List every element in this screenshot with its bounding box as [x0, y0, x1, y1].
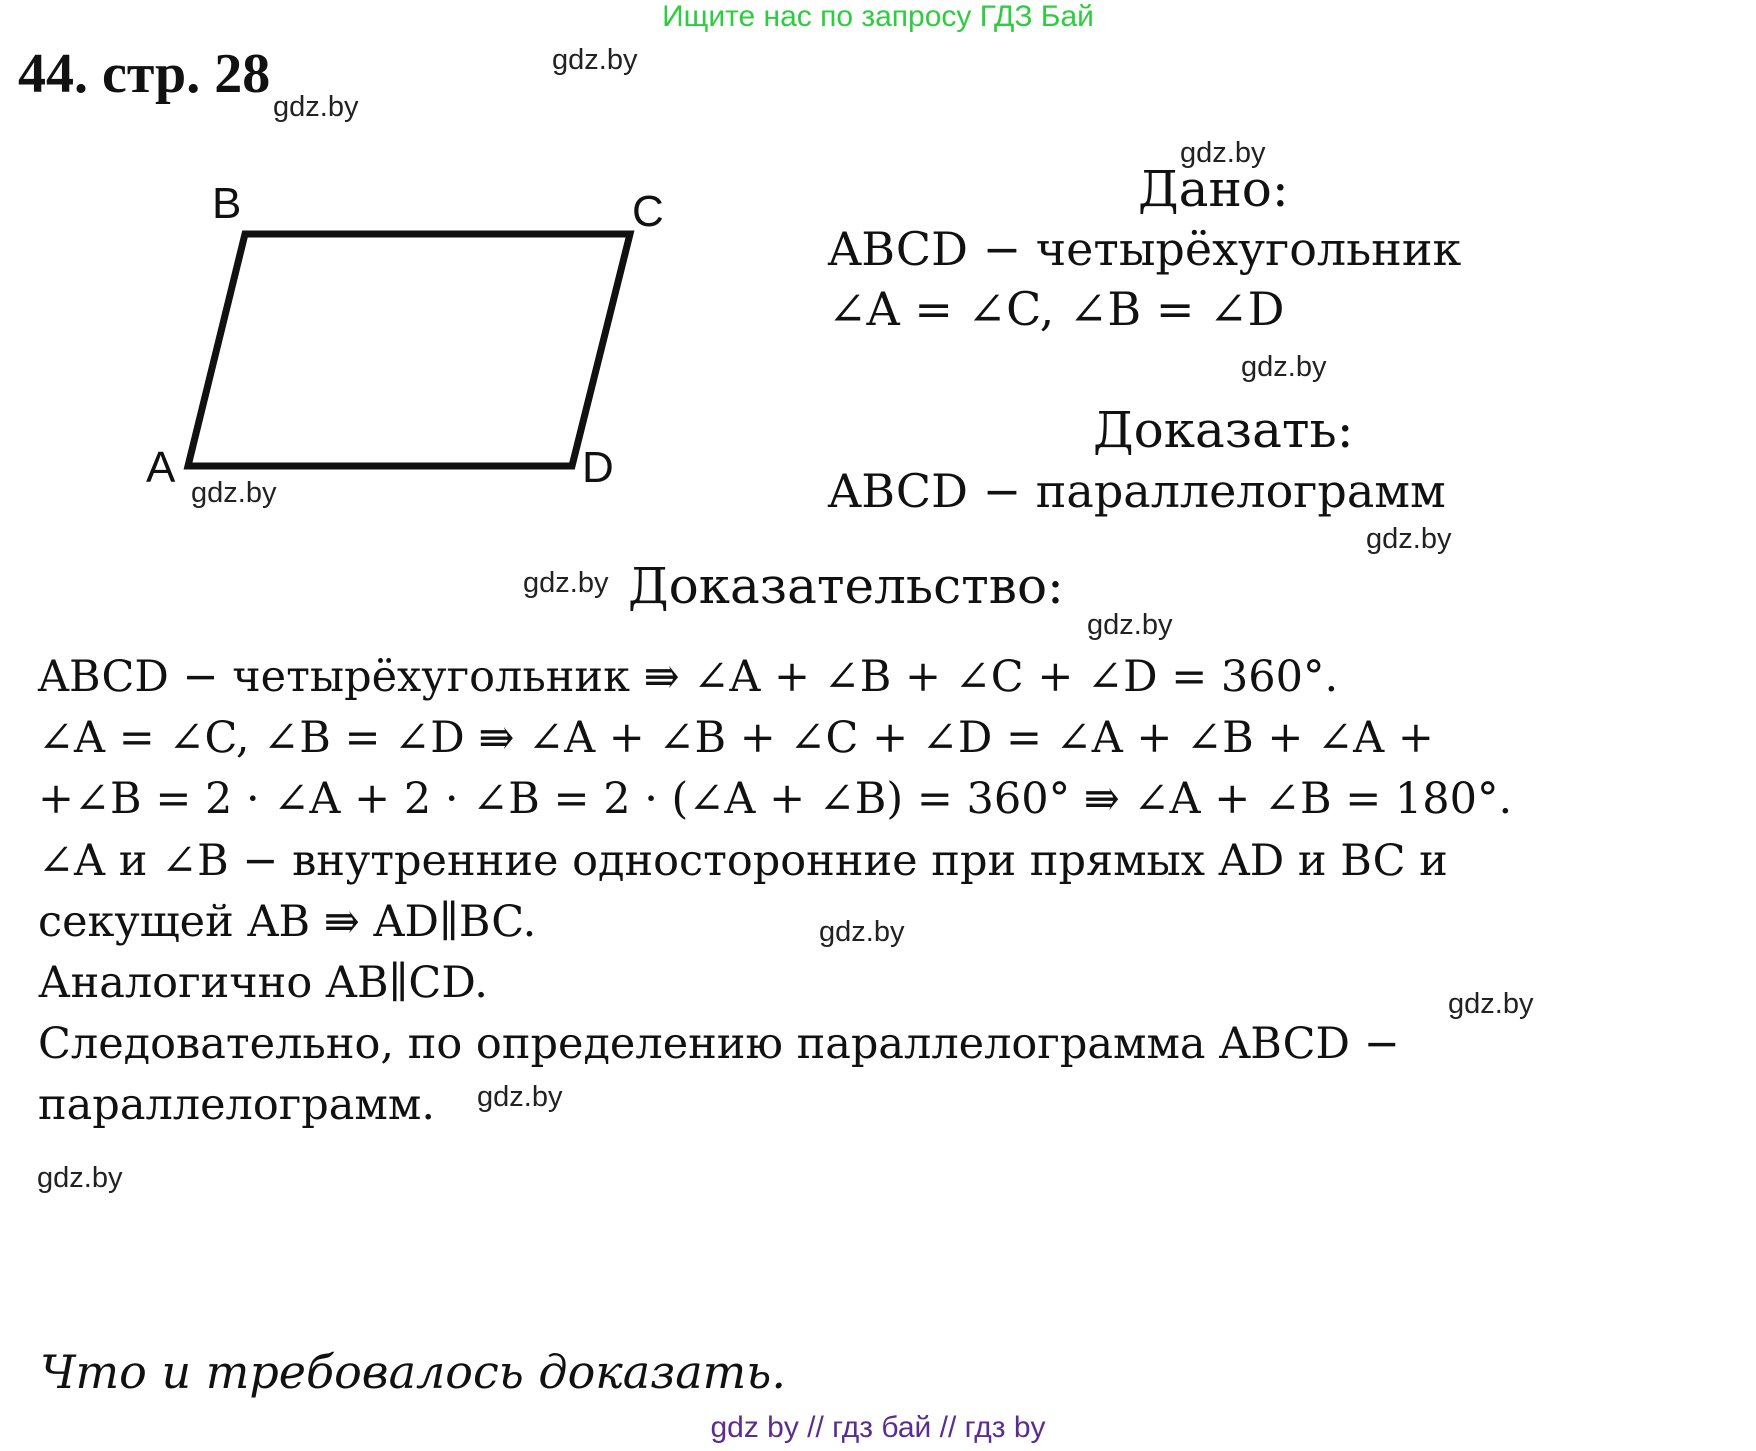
proof-line: параллелограмм.: [38, 1080, 435, 1130]
proof-title: Доказательство:: [628, 557, 1064, 615]
vertex-label-a: A: [146, 443, 176, 492]
footer-links: gdz by // гдз бай // гдз by: [710, 1411, 1046, 1444]
qed-text: Что и требовалось доказать.: [40, 1345, 786, 1399]
watermark: gdz.by: [552, 44, 638, 76]
proof-line: Следовательно, по определению параллелограмма ABCD −: [38, 1019, 1400, 1069]
watermark: gdz.by: [1241, 351, 1327, 383]
proof-line: ABCD − четырёхугольник ⇛ ∠A + ∠B + ∠C + ∠D = 360°.: [38, 652, 1339, 702]
proof-line: секущей AB ⇛ AD∥BC.: [38, 897, 537, 947]
given-title: Дано:: [1138, 160, 1289, 218]
watermark: gdz.by: [37, 1162, 123, 1194]
watermark: gdz.by: [1448, 988, 1534, 1020]
given-line: ∠A = ∠C, ∠B = ∠D: [828, 282, 1285, 336]
watermark: gdz.by: [273, 91, 359, 123]
proof-line: ∠A = ∠C, ∠B = ∠D ⇛ ∠A + ∠B + ∠C + ∠D = ∠A + ∠B + ∠A +: [38, 713, 1434, 763]
watermark: gdz.by: [523, 567, 609, 599]
top-banner: Ищите нас по запросу ГДЗ Бай: [662, 0, 1094, 33]
watermark: gdz.by: [1087, 609, 1173, 641]
watermark: gdz.by: [191, 477, 277, 509]
problem-heading: 44. стр. 28: [18, 43, 271, 105]
given-line: ABCD − четырёхугольник: [828, 222, 1462, 276]
proof-line: ∠A и ∠B − внутренние односторонние при прямых AD и BC и: [38, 836, 1448, 886]
vertex-label-b: B: [212, 179, 242, 228]
prove-title: Доказать:: [1093, 401, 1354, 459]
watermark: gdz.by: [819, 916, 905, 948]
watermark: gdz.by: [1366, 523, 1452, 555]
parallelogram-shape: [188, 234, 630, 466]
parallelogram-figure: [146, 179, 690, 500]
proof-line: Аналогично AB∥CD.: [38, 958, 488, 1008]
watermark: gdz.by: [477, 1081, 563, 1113]
proof-line: +∠B = 2 · ∠A + 2 · ∠B = 2 · (∠A + ∠B) = 360° ⇛ ∠A + ∠B = 180°.: [38, 774, 1513, 824]
watermark: gdz.by: [1180, 137, 1266, 169]
vertex-label-c: C: [632, 187, 664, 236]
vertex-label-d: D: [582, 443, 614, 492]
prove-line: ABCD − параллелограмм: [828, 464, 1446, 518]
